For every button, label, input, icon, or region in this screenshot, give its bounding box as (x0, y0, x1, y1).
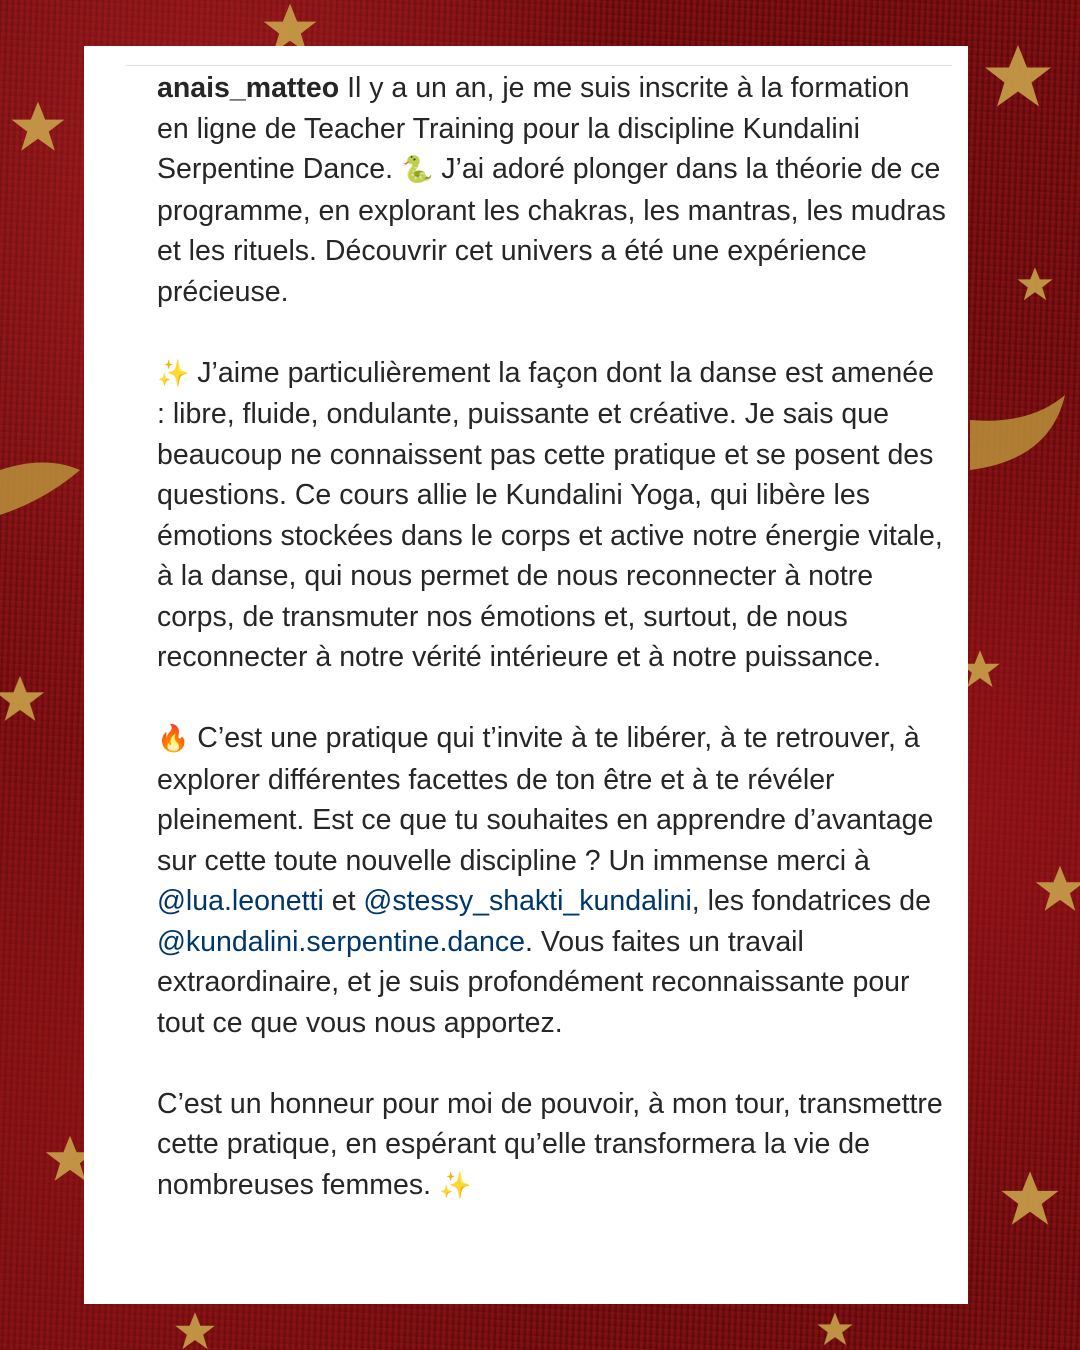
caption-text: J’ai adoré plonger dans la théorie de ce programme, en explorant les chakras, les mantras, les mudras et les rituels. Découvrir cet univers a été une expérience précieuse. (157, 153, 946, 308)
caption-text: Il y a un an, je me suis inscrite à la formation en ligne de Teacher Training pour la discipline Kundalini Serpentine Dance. (157, 72, 910, 185)
mention-link-lua-leonetti[interactable]: @lua.leonetti (157, 885, 324, 917)
gold-star-icon (175, 1312, 215, 1349)
gold-moon-icon (970, 395, 1065, 470)
fire-emoji-icon: 🔥 (157, 724, 190, 754)
post-caption (157, 68, 947, 1206)
snake-emoji-icon: 🐍 (401, 155, 434, 185)
gold-star-icon (12, 102, 65, 151)
caption-paragraph (157, 718, 947, 1043)
caption-text: et (331, 885, 356, 917)
caption-paragraph (157, 353, 947, 678)
caption-text: . Vous faites un travail extraordinaire, et je suis profondément reconnaissante pour tout ce que vous nous apportez. (157, 925, 910, 1039)
gold-star-icon (1017, 267, 1052, 300)
sparkles-emoji-icon: ✨ (438, 1170, 472, 1201)
gold-moon-icon (0, 463, 80, 516)
sparkles-emoji-icon: ✨ (157, 358, 190, 389)
caption-text: C’est une pratique qui t’invite à te libérer, à te retrouver, à explorer différentes facettes de ton être et à te révéler pleinement. Est ce que tu souhaites en apprendre d’avantage sur cette toute nouvelle discipline ? Un immense merci à (157, 722, 934, 877)
mention-link-stessy-shakti-kundalini[interactable]: @stessy_shakti_kundalini (363, 885, 692, 917)
username-link[interactable]: anais_matteo (157, 72, 340, 104)
gold-star-icon (985, 45, 1051, 107)
gold-star-icon (1001, 1171, 1058, 1224)
gold-star-icon (1036, 866, 1080, 911)
mention-link-kundalini-serpentine-dance[interactable]: @kundalini.serpentine.dance (157, 925, 526, 958)
divider (126, 65, 952, 66)
caption-text: C’est un honneur pour moi de pouvoir, à mon tour, transmettre cette pratique, en espérant qu’elle transformera la vie de nombreuses femmes. (157, 1087, 943, 1201)
caption-text: , les fondatrices de (691, 885, 931, 917)
gold-star-icon (0, 676, 44, 721)
caption-paragraph (157, 1084, 947, 1207)
caption-paragraph (157, 68, 947, 312)
caption-text: J’aime particulièrement la façon dont la danse est amenée : libre, fluide, ondulante, puissante et créative. Je sais que beaucoup ne connaissent pas cette pratique et se posent des questions. Ce cours allie le Kundalini Yoga, qui libère les émotions stockées dans le corps et active notre énergie vitale, à la danse, qui nous permet de nous reconnecter à notre corps, de transmuter nos émotions et, surtout, de nous reconnecter à notre vérité intérieure et à notre puissance. (157, 356, 943, 673)
instagram-caption-card (84, 46, 968, 1304)
gold-star-icon (817, 1312, 852, 1345)
